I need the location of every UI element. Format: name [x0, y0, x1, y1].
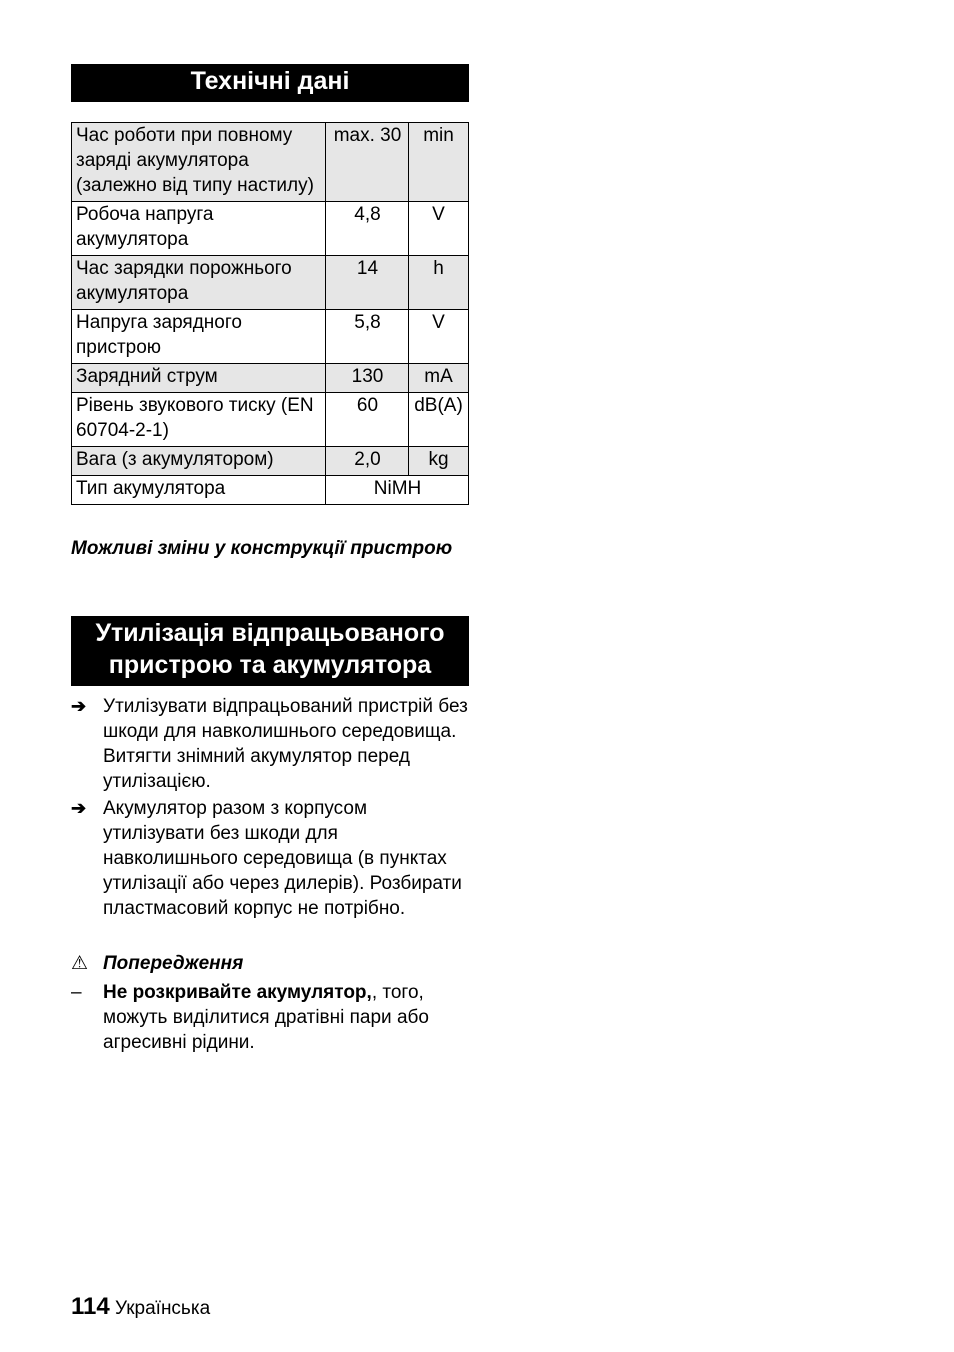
spec-label: Час зарядки порожнього акумулятора: [72, 256, 326, 310]
table-row: [72, 476, 469, 505]
bullet-text: Утилізувати відпрацьований пристрій без шкоди для навколишнього середовища. Витягти знімний акумулятор перед утилізацією.: [103, 696, 468, 792]
spec-label: Робоча напруга акумулятора: [72, 202, 326, 256]
list-item: [71, 694, 471, 794]
spec-table: [71, 122, 469, 505]
table-row: [72, 364, 469, 393]
arrow-right-icon: ➔: [71, 798, 87, 818]
spec-label: Вага (з акумулятором): [72, 447, 326, 476]
table-row: [72, 447, 469, 476]
spec-unit: V: [409, 202, 469, 256]
warning-bold-text: Не розкривайте акумулятор,: [103, 982, 372, 1003]
table-row: [72, 393, 469, 447]
spec-value: 130: [326, 364, 409, 393]
bullet-text: Акумулятор разом з корпусом утилізувати без шкоди для навколишнього середовища (в пунктах утилізації або через дилерів). Розбирати пластмасовий корпус не потрібно.: [103, 798, 462, 919]
spec-value: 4,8: [326, 202, 409, 256]
table-row: [72, 202, 469, 256]
spec-value: 5,8: [326, 310, 409, 364]
spec-value: 60: [326, 393, 409, 447]
page-footer: [71, 1293, 210, 1321]
warning-text: [103, 980, 471, 1055]
warning-heading: [71, 951, 471, 976]
spec-label: Тип акумулятора: [72, 476, 326, 505]
warning-icon: ⚠: [71, 953, 89, 974]
section-title-disposal: Утилізація відпрацьованого пристрою та акумулятора: [71, 616, 469, 686]
warning-item: [71, 980, 471, 1055]
table-row: [72, 256, 469, 310]
list-item: [71, 796, 471, 921]
spec-value: 2,0: [326, 447, 409, 476]
spec-unit: V: [409, 310, 469, 364]
table-row: [72, 123, 469, 202]
spec-label: Час роботи при повному заряді акумулятора (залежно від типу настилу): [72, 123, 326, 202]
spec-label: Зарядний струм: [72, 364, 326, 393]
section-title-technical-data: Технічні дані: [71, 64, 469, 102]
warning-title: Попередження: [103, 953, 244, 974]
spec-unit: min: [409, 123, 469, 202]
spec-unit: mA: [409, 364, 469, 393]
spec-value: max. 30: [326, 123, 409, 202]
footer-language: Українська: [115, 1298, 211, 1319]
design-change-note: Можливі зміни у конструкції пристрою: [71, 538, 453, 559]
table-row: [72, 310, 469, 364]
warning-rest-text: , того, можуть виділитися дратівні пари або агресивні рідини.: [103, 982, 429, 1053]
arrow-right-icon: ➔: [71, 696, 87, 716]
dash-marker: –: [71, 982, 82, 1003]
spec-unit: dB(A): [409, 393, 469, 447]
spec-value: 14: [326, 256, 409, 310]
page-number: 114: [71, 1293, 110, 1320]
spec-label: Рівень звукового тиску (EN 60704-2-1): [72, 393, 326, 447]
spec-value: NiMH: [326, 476, 469, 505]
spec-unit: kg: [409, 447, 469, 476]
spec-label: Напруга зарядного пристрою: [72, 310, 326, 364]
spec-unit: h: [409, 256, 469, 310]
